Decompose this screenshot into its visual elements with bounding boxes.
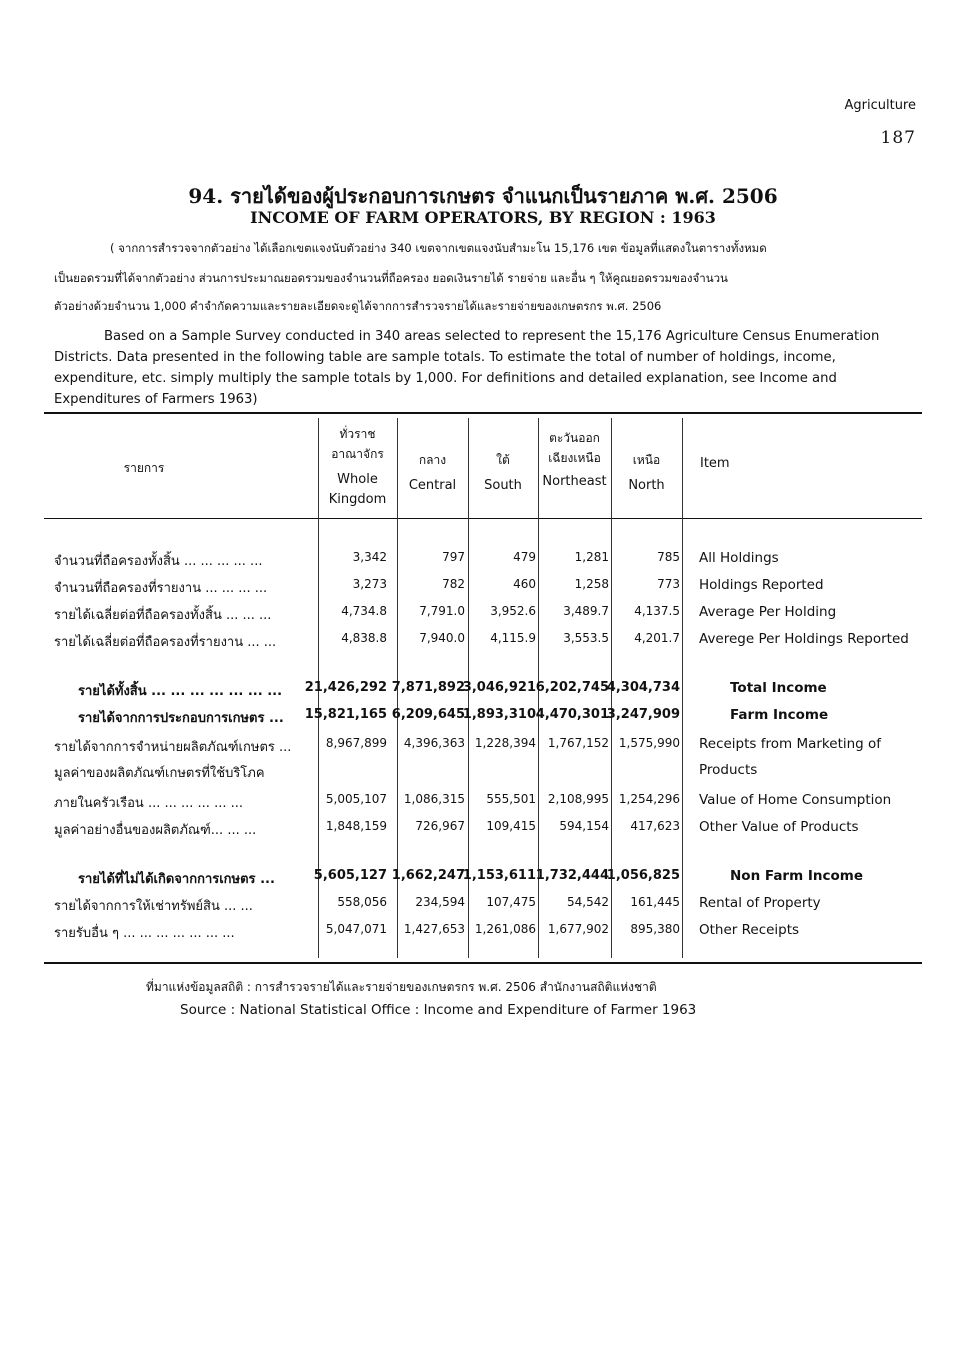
- row-label-english: Receipts from Marketing of: [699, 736, 882, 752]
- cell-value: 4,137.5: [634, 604, 680, 618]
- table-row: [44, 577, 924, 603]
- cell-value: 460: [513, 577, 536, 591]
- cell-value: 1,086,315: [403, 792, 465, 806]
- cell-value: 479: [513, 550, 536, 564]
- cell-value: 417,623: [630, 819, 680, 833]
- row-label-english: Holdings Reported: [699, 577, 824, 593]
- cell-value: 3,247,909: [606, 707, 680, 722]
- cell-value: 3,273: [352, 577, 387, 591]
- table-row: [44, 922, 924, 948]
- column-header-english: Central: [408, 478, 457, 493]
- cell-value: 726,967: [415, 819, 465, 833]
- row-label-thai: มูลค่าอย่างอื่นของผลิตภัณฑ์... ... ...: [54, 823, 257, 838]
- cell-value: 4,734.8: [341, 604, 387, 618]
- note-thai-line-3: ตัวอย่างด้วยจำนวน 1,000 คำจำกัดความและรายละเอียดจะดูได้จากการสำรวจรายได้และรายจ่ายของเกษตรกร พ.ศ. 2506: [54, 299, 662, 313]
- cell-value: 2,108,995: [547, 792, 609, 806]
- cell-value: 1,153,611: [462, 868, 536, 883]
- cell-value: 594,154: [559, 819, 609, 833]
- cell-value: 895,380: [630, 922, 680, 936]
- cell-value: 1,056,825: [606, 868, 680, 883]
- column-header-north: [611, 450, 682, 496]
- table-row: [44, 736, 924, 762]
- row-label-thai: รายได้ทั้งสิ้น ... ... ... ... ... ... ...: [78, 684, 283, 699]
- table-row: [44, 762, 924, 788]
- page-number: 187: [880, 128, 916, 148]
- cell-value: 1,281: [574, 550, 609, 564]
- cell-value: 21,426,292: [304, 680, 387, 695]
- table-bottom-rule: [44, 962, 922, 964]
- cell-value: 7,871,892: [391, 680, 465, 695]
- row-label-english: Average Per Holding: [699, 604, 837, 620]
- table-row: [44, 819, 924, 845]
- cell-value: 107,475: [486, 895, 536, 909]
- cell-value: 558,056: [337, 895, 387, 909]
- cell-value: 4,201.7: [634, 631, 680, 645]
- column-header-english: North: [628, 478, 665, 493]
- note-english: [54, 326, 916, 410]
- column-header-thai: อาณาจักร: [331, 447, 384, 461]
- cell-value: 5,605,127: [313, 868, 387, 883]
- header-bottom-rule: [44, 518, 922, 519]
- item-header-english: Item: [700, 456, 730, 471]
- cell-value: 4,396,363: [403, 736, 465, 750]
- row-label-english: Other Value of Products: [699, 819, 859, 835]
- cell-value: 6,209,645: [391, 707, 465, 722]
- table-row: [44, 631, 924, 657]
- cell-value: 54,542: [567, 895, 609, 909]
- cell-value: 1,893,310: [462, 707, 536, 722]
- table-row: [44, 792, 924, 818]
- row-label-thai: รายได้จากการประกอบการเกษตร ...: [78, 711, 284, 726]
- cell-value: 161,445: [630, 895, 680, 909]
- cell-value: 4,470,301: [535, 707, 609, 722]
- section-label: Agriculture: [844, 98, 916, 113]
- cell-value: 6,202,745: [535, 680, 609, 695]
- table-top-rule: [44, 412, 922, 414]
- row-label-english: All Holdings: [699, 550, 779, 566]
- row-label-thai: รายได้จากการให้เช่าทรัพย์สิน ... ...: [54, 899, 253, 914]
- table-row: [44, 868, 924, 894]
- row-label-english: Averege Per Holdings Reported: [699, 631, 909, 647]
- cell-value: 782: [442, 577, 465, 591]
- item-header-thai: [44, 458, 244, 478]
- row-label-english: Non Farm Income: [730, 868, 863, 884]
- row-label-thai: รายได้เฉลี่ยต่อที่ถือครองที่รายงาน ... ...: [54, 635, 277, 650]
- column-header-thai: ใต้: [496, 453, 510, 467]
- cell-value: 555,501: [486, 792, 536, 806]
- row-label-english: Other Receipts: [699, 922, 800, 938]
- row-label-thai: รายรับอื่น ๆ ... ... ... ... ... ... ...: [54, 926, 235, 941]
- row-label-thai: จำนวนที่ถือครองทั้งสิ้น ... ... ... ... ...: [54, 554, 263, 569]
- cell-value: 1,732,444: [535, 868, 609, 883]
- row-label-english: Value of Home Consumption: [699, 792, 892, 808]
- cell-value: 3,952.6: [490, 604, 536, 618]
- column-header-thai: เหนือ: [632, 453, 661, 467]
- column-header-south: [468, 450, 538, 496]
- cell-value: 1,662,247: [391, 868, 465, 883]
- cell-value: 1,261,086: [474, 922, 536, 936]
- cell-value: 773: [657, 577, 680, 591]
- cell-value: 234,594: [415, 895, 465, 909]
- cell-value: 5,047,071: [325, 922, 387, 936]
- column-header-thai: เฉียงเหนือ: [548, 451, 601, 465]
- cell-value: 1,254,296: [618, 792, 680, 806]
- cell-value: 4,115.9: [490, 631, 536, 645]
- column-header-thai: ทั่วราช: [339, 427, 376, 441]
- cell-value: 1,228,394: [474, 736, 536, 750]
- cell-value: 4,304,734: [606, 680, 680, 695]
- row-label-english: Farm Income: [730, 707, 829, 723]
- cell-value: 3,553.5: [563, 631, 609, 645]
- column-header-thai: ตะวันออก: [549, 431, 600, 445]
- note-thai-line-1: ( จากการสำรวจจากตัวอย่าง ได้เลือกเขตแจงนับตัวอย่าง 340 เขตจากเขตแจงนับสำมะโน 15,176 เขต ข้อมูลที่แสดงในตารางทั้งหมด: [110, 241, 767, 255]
- cell-value: 797: [442, 550, 465, 564]
- column-header-english: Whole Kingdom: [328, 472, 387, 507]
- row-label-thai: รายได้ที่ไม่ได้เกิดจากการเกษตร ...: [78, 872, 275, 887]
- cell-value: 8,967,899: [325, 736, 387, 750]
- table-row: [44, 680, 924, 706]
- cell-value: 1,677,902: [547, 922, 609, 936]
- table-title-thai: 94. รายได้ของผู้ประกอบการเกษตร จำแนกเป็นรายภาค พ.ศ. 2506: [188, 184, 778, 208]
- cell-value: 7,940.0: [419, 631, 465, 645]
- column-header-english: South: [484, 478, 522, 493]
- table-row: [44, 707, 924, 733]
- column-header-thai: กลาง: [418, 453, 447, 467]
- cell-value: 15,821,165: [304, 707, 387, 722]
- cell-value: 4,838.8: [341, 631, 387, 645]
- table-title-english: INCOME OF FARM OPERATORS, BY REGION : 1963: [250, 208, 716, 227]
- cell-value: 3,489.7: [563, 604, 609, 618]
- row-label-thai: จำนวนที่ถือครองที่รายงาน ... ... ... ...: [54, 581, 268, 596]
- table-row: [44, 604, 924, 630]
- source-thai: ที่มาแห่งข้อมูลสถิติ : การสำรวจรายได้และรายจ่ายของเกษตรกร พ.ศ. 2506 สำนักงานสถิติแห่งชาติ: [146, 980, 657, 994]
- row-label-english: Total Income: [730, 680, 827, 696]
- row-label-english: Rental of Property: [699, 895, 821, 911]
- cell-value: 1,427,653: [403, 922, 465, 936]
- cell-value: 1,258: [574, 577, 609, 591]
- cell-value: 1,575,990: [618, 736, 680, 750]
- cell-value: 7,791.0: [419, 604, 465, 618]
- cell-value: 785: [657, 550, 680, 564]
- row-label-thai: รายได้จากการจำหน่ายผลิตภัณฑ์เกษตร ...: [54, 740, 292, 755]
- row-label-thai: ภายในครัวเรือน ... ... ... ... ... ...: [54, 796, 243, 811]
- table-row: [44, 550, 924, 576]
- note-thai-line-2: เป็นยอดรวมที่ได้จากตัวอย่าง ส่วนการประมาณยอดรวมของจำนวนที่ถือครอง ยอดเงินรายได้ รายจ่าย และอื่น ๆ ให้คูณยอดรวมของจำนวน: [54, 271, 728, 285]
- column-header-northeast: [538, 428, 611, 492]
- note-english-text: Based on a Sample Survey conducted in 340 areas selected to represent the 15,176 Agriculture Census Enumeration Districts. Data presented in the following table are sample totals. To estimate the total of number of holdings, income, expenditure, etc. simply multiply the sample totals by 1,000. For definitions and detailed explanation, see Income and Expenditures of Farmers 1963): [54, 329, 880, 407]
- cell-value: 3,046,921: [462, 680, 536, 695]
- table-row: [44, 895, 924, 921]
- row-label-thai: รายได้เฉลี่ยต่อที่ถือครองทั้งสิ้น ... ... ...: [54, 608, 272, 623]
- column-header-whole-kingdom: [318, 424, 397, 510]
- row-label-thai: มูลค่าของผลิตภัณฑ์เกษตรที่ใช้บริโภค: [54, 766, 265, 781]
- item-header-thai-label: รายการ: [123, 461, 165, 475]
- column-header-central: [397, 450, 468, 496]
- row-label-english: Products: [699, 762, 758, 778]
- cell-value: 109,415: [486, 819, 536, 833]
- column-header-english: Northeast: [542, 474, 607, 489]
- cell-value: 1,848,159: [325, 819, 387, 833]
- cell-value: 5,005,107: [325, 792, 387, 806]
- cell-value: 1,767,152: [547, 736, 609, 750]
- source-english: Source : National Statistical Office : Income and Expenditure of Farmer 1963: [180, 1002, 697, 1018]
- cell-value: 3,342: [352, 550, 387, 564]
